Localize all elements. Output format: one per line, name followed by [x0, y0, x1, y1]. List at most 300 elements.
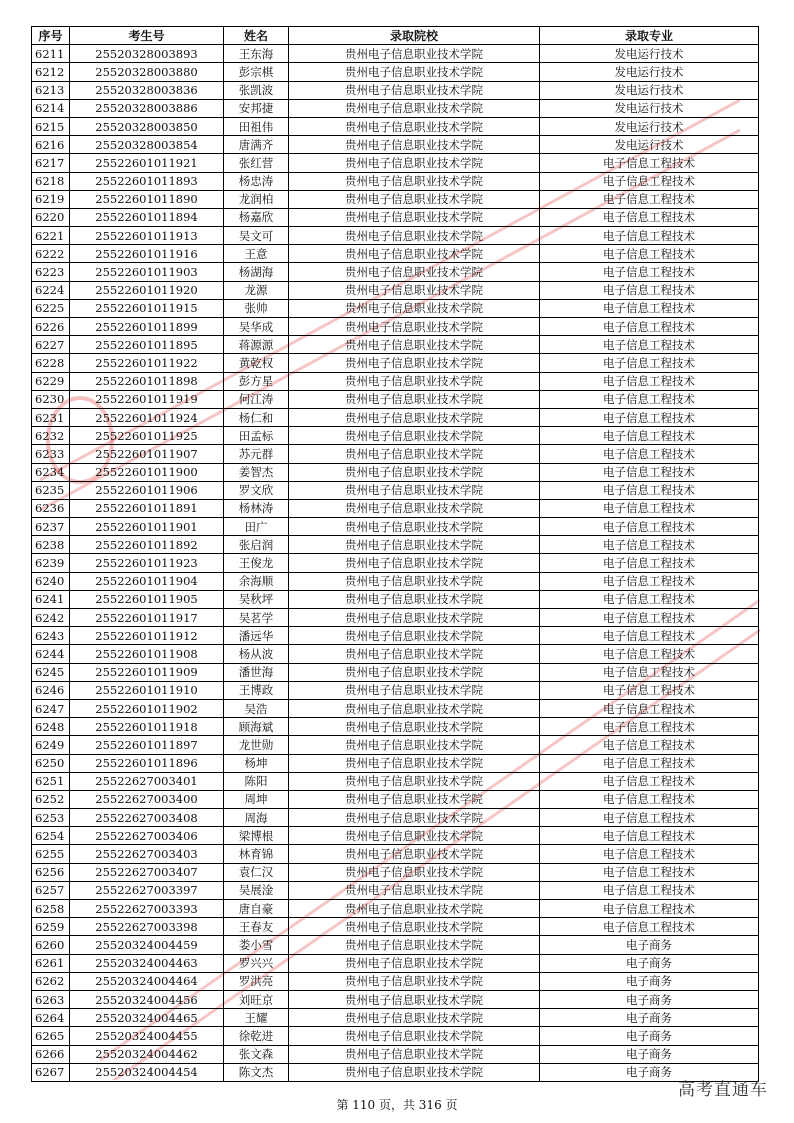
- cell-major: 电子信息工程技术: [540, 809, 759, 827]
- cell-seq: 6243: [32, 627, 70, 645]
- cell-major: 电子信息工程技术: [540, 227, 759, 245]
- cell-seq: 6233: [32, 445, 70, 463]
- cell-seq: 6251: [32, 772, 70, 790]
- cell-name: 吴秋坪: [224, 590, 289, 608]
- cell-name: 周海: [224, 809, 289, 827]
- cell-name: 袁仁汉: [224, 863, 289, 881]
- cell-school: 贵州电子信息职业技术学院: [289, 609, 540, 627]
- cell-major: 电子信息工程技术: [540, 427, 759, 445]
- cell-school: 贵州电子信息职业技术学院: [289, 663, 540, 681]
- cell-exam-id: 25520328003880: [70, 63, 224, 81]
- cell-seq: 6228: [32, 354, 70, 372]
- cell-seq: 6253: [32, 809, 70, 827]
- table-row: [32, 299, 759, 317]
- cell-name: 王春友: [224, 918, 289, 936]
- cell-seq: 6261: [32, 954, 70, 972]
- cell-school: 贵州电子信息职业技术学院: [289, 590, 540, 608]
- cell-school: 贵州电子信息职业技术学院: [289, 918, 540, 936]
- cell-major: 电子信息工程技术: [540, 663, 759, 681]
- cell-school: 贵州电子信息职业技术学院: [289, 208, 540, 226]
- cell-exam-id: 25522601011897: [70, 736, 224, 754]
- cell-name: 何江涛: [224, 390, 289, 408]
- cell-seq: 6264: [32, 1009, 70, 1027]
- cell-exam-id: 25522601011912: [70, 627, 224, 645]
- table-row: [32, 227, 759, 245]
- cell-name: 娄小雪: [224, 936, 289, 954]
- table-body: [32, 45, 759, 1082]
- cell-name: 杨从波: [224, 645, 289, 663]
- cell-name: 吴华成: [224, 318, 289, 336]
- cell-exam-id: 25522601011918: [70, 718, 224, 736]
- cell-school: 贵州电子信息职业技术学院: [289, 718, 540, 736]
- cell-major: 电子商务: [540, 990, 759, 1008]
- table-row: [32, 627, 759, 645]
- cell-name: 田祖伟: [224, 117, 289, 135]
- cell-seq: 6225: [32, 299, 70, 317]
- cell-seq: 6211: [32, 45, 70, 63]
- cell-exam-id: 25522627003401: [70, 772, 224, 790]
- cell-seq: 6219: [32, 190, 70, 208]
- cell-exam-id: 25522601011910: [70, 681, 224, 699]
- cell-major: 电子信息工程技术: [540, 736, 759, 754]
- cell-major: 电子信息工程技术: [540, 827, 759, 845]
- cell-school: 贵州电子信息职业技术学院: [289, 445, 540, 463]
- header-seq: 序号: [32, 27, 70, 45]
- cell-school: 贵州电子信息职业技术学院: [289, 408, 540, 426]
- cell-school: 贵州电子信息职业技术学院: [289, 154, 540, 172]
- cell-name: 唐自豪: [224, 900, 289, 918]
- cell-exam-id: 25522601011892: [70, 536, 224, 554]
- cell-seq: 6221: [32, 227, 70, 245]
- cell-major: 电子信息工程技术: [540, 699, 759, 717]
- table-row: [32, 499, 759, 517]
- cell-exam-id: 25522601011917: [70, 609, 224, 627]
- cell-name: 杨林涛: [224, 499, 289, 517]
- cell-name: 苏元群: [224, 445, 289, 463]
- table-row: [32, 354, 759, 372]
- cell-school: 贵州电子信息职业技术学院: [289, 900, 540, 918]
- cell-seq: 6217: [32, 154, 70, 172]
- cell-name: 张凯波: [224, 81, 289, 99]
- cell-school: 贵州电子信息职业技术学院: [289, 736, 540, 754]
- cell-major: 电子信息工程技术: [540, 281, 759, 299]
- cell-exam-id: 25520324004459: [70, 936, 224, 954]
- table-row: [32, 809, 759, 827]
- cell-name: 张启润: [224, 536, 289, 554]
- table-row: [32, 681, 759, 699]
- cell-name: 吴浩: [224, 699, 289, 717]
- cell-school: 贵州电子信息职业技术学院: [289, 81, 540, 99]
- cell-exam-id: 25522601011902: [70, 699, 224, 717]
- cell-name: 徐乾进: [224, 1027, 289, 1045]
- cell-seq: 6237: [32, 518, 70, 536]
- table-row: [32, 281, 759, 299]
- cell-major: 电子信息工程技术: [540, 845, 759, 863]
- cell-school: 贵州电子信息职业技术学院: [289, 390, 540, 408]
- cell-school: 贵州电子信息职业技术学院: [289, 45, 540, 63]
- table-row: [32, 572, 759, 590]
- cell-school: 贵州电子信息职业技术学院: [289, 536, 540, 554]
- cell-school: 贵州电子信息职业技术学院: [289, 227, 540, 245]
- cell-exam-id: 25522627003408: [70, 809, 224, 827]
- cell-seq: 6227: [32, 336, 70, 354]
- cell-name: 王意: [224, 245, 289, 263]
- cell-school: 贵州电子信息职业技术学院: [289, 936, 540, 954]
- cell-school: 贵州电子信息职业技术学院: [289, 809, 540, 827]
- cell-major: 电子信息工程技术: [540, 172, 759, 190]
- cell-exam-id: 25522627003406: [70, 827, 224, 845]
- cell-name: 张红营: [224, 154, 289, 172]
- cell-seq: 6248: [32, 718, 70, 736]
- cell-name: 蒋源源: [224, 336, 289, 354]
- cell-school: 贵州电子信息职业技术学院: [289, 190, 540, 208]
- table-row: [32, 790, 759, 808]
- cell-school: 贵州电子信息职业技术学院: [289, 336, 540, 354]
- cell-exam-id: 25522601011898: [70, 372, 224, 390]
- cell-major: 发电运行技术: [540, 117, 759, 135]
- cell-major: 电子信息工程技术: [540, 245, 759, 263]
- cell-school: 贵州电子信息职业技术学院: [289, 245, 540, 263]
- cell-school: 贵州电子信息职业技术学院: [289, 499, 540, 517]
- cell-seq: 6255: [32, 845, 70, 863]
- table-header-row: [32, 27, 759, 45]
- cell-major: 电子信息工程技术: [540, 408, 759, 426]
- cell-school: 贵州电子信息职业技术学院: [289, 845, 540, 863]
- table-row: [32, 536, 759, 554]
- table-row: [32, 936, 759, 954]
- cell-exam-id: 25522601011919: [70, 390, 224, 408]
- cell-name: 陈文杰: [224, 1063, 289, 1081]
- cell-seq: 6232: [32, 427, 70, 445]
- cell-seq: 6258: [32, 900, 70, 918]
- cell-exam-id: 25522601011908: [70, 645, 224, 663]
- table-row: [32, 336, 759, 354]
- table-row: [32, 245, 759, 263]
- table-row: [32, 754, 759, 772]
- cell-name: 田广: [224, 518, 289, 536]
- table-row: [32, 645, 759, 663]
- table-row: [32, 772, 759, 790]
- table-row: [32, 554, 759, 572]
- cell-exam-id: 25522601011924: [70, 408, 224, 426]
- cell-major: 电子信息工程技术: [540, 881, 759, 899]
- cell-school: 贵州电子信息职业技术学院: [289, 645, 540, 663]
- cell-major: 电子信息工程技术: [540, 754, 759, 772]
- header-exam-id: 考生号: [70, 27, 224, 45]
- cell-major: 电子信息工程技术: [540, 336, 759, 354]
- cell-name: 罗兴兴: [224, 954, 289, 972]
- cell-school: 贵州电子信息职业技术学院: [289, 772, 540, 790]
- cell-seq: 6235: [32, 481, 70, 499]
- cell-school: 贵州电子信息职业技术学院: [289, 63, 540, 81]
- cell-name: 王东海: [224, 45, 289, 63]
- table-row: [32, 117, 759, 135]
- cell-major: 电子信息工程技术: [540, 154, 759, 172]
- cell-seq: 6216: [32, 136, 70, 154]
- cell-exam-id: 25520324004456: [70, 990, 224, 1008]
- cell-exam-id: 25522601011909: [70, 663, 224, 681]
- cell-major: 电子信息工程技术: [540, 772, 759, 790]
- cell-name: 潘世海: [224, 663, 289, 681]
- table-row: [32, 863, 759, 881]
- cell-seq: 6252: [32, 790, 70, 808]
- cell-exam-id: 25520324004465: [70, 1009, 224, 1027]
- table-row: [32, 518, 759, 536]
- cell-name: 陈阳: [224, 772, 289, 790]
- cell-name: 刘旺京: [224, 990, 289, 1008]
- table-row: [32, 900, 759, 918]
- cell-major: 电子信息工程技术: [540, 554, 759, 572]
- cell-seq: 6242: [32, 609, 70, 627]
- cell-major: 电子信息工程技术: [540, 681, 759, 699]
- cell-major: 电子信息工程技术: [540, 518, 759, 536]
- cell-exam-id: 25520324004463: [70, 954, 224, 972]
- cell-exam-id: 25520324004455: [70, 1027, 224, 1045]
- cell-major: 发电运行技术: [540, 99, 759, 117]
- cell-seq: 6250: [32, 754, 70, 772]
- cell-name: 吴文可: [224, 227, 289, 245]
- cell-exam-id: 25520328003893: [70, 45, 224, 63]
- cell-major: 电子商务: [540, 1009, 759, 1027]
- cell-name: 罗洪亮: [224, 972, 289, 990]
- table-row: [32, 827, 759, 845]
- cell-major: 电子商务: [540, 954, 759, 972]
- cell-name: 林育锦: [224, 845, 289, 863]
- cell-exam-id: 25522627003393: [70, 900, 224, 918]
- cell-seq: 6256: [32, 863, 70, 881]
- table-row: [32, 845, 759, 863]
- cell-name: 杨嘉欣: [224, 208, 289, 226]
- cell-school: 贵州电子信息职业技术学院: [289, 863, 540, 881]
- cell-seq: 6266: [32, 1045, 70, 1063]
- cell-exam-id: 25522601011925: [70, 427, 224, 445]
- cell-school: 贵州电子信息职业技术学院: [289, 990, 540, 1008]
- cell-major: 发电运行技术: [540, 136, 759, 154]
- table-row: [32, 1045, 759, 1063]
- table-row: [32, 881, 759, 899]
- cell-seq: 6265: [32, 1027, 70, 1045]
- cell-exam-id: 25522601011903: [70, 263, 224, 281]
- cell-exam-id: 25522601011895: [70, 336, 224, 354]
- cell-school: 贵州电子信息职业技术学院: [289, 299, 540, 317]
- cell-exam-id: 25522627003403: [70, 845, 224, 863]
- header-school: 录取院校: [289, 27, 540, 45]
- cell-school: 贵州电子信息职业技术学院: [289, 954, 540, 972]
- cell-seq: 6260: [32, 936, 70, 954]
- cell-exam-id: 25520328003886: [70, 99, 224, 117]
- cell-seq: 6263: [32, 990, 70, 1008]
- cell-major: 发电运行技术: [540, 45, 759, 63]
- cell-major: 电子信息工程技术: [540, 536, 759, 554]
- table-row: [32, 172, 759, 190]
- cell-exam-id: 25522601011913: [70, 227, 224, 245]
- cell-seq: 6240: [32, 572, 70, 590]
- cell-seq: 6214: [32, 99, 70, 117]
- cell-name: 杨忠涛: [224, 172, 289, 190]
- cell-exam-id: 25520328003850: [70, 117, 224, 135]
- cell-seq: 6245: [32, 663, 70, 681]
- cell-seq: 6267: [32, 1063, 70, 1081]
- cell-exam-id: 25522627003398: [70, 918, 224, 936]
- cell-exam-id: 25522601011901: [70, 518, 224, 536]
- cell-name: 吴展淦: [224, 881, 289, 899]
- cell-major: 电子信息工程技术: [540, 590, 759, 608]
- cell-exam-id: 25522627003400: [70, 790, 224, 808]
- cell-exam-id: 25520324004464: [70, 972, 224, 990]
- cell-exam-id: 25522601011921: [70, 154, 224, 172]
- cell-school: 贵州电子信息职业技术学院: [289, 281, 540, 299]
- cell-major: 电子信息工程技术: [540, 318, 759, 336]
- table-row: [32, 699, 759, 717]
- cell-school: 贵州电子信息职业技术学院: [289, 518, 540, 536]
- table-row: [32, 154, 759, 172]
- table-row: [32, 990, 759, 1008]
- cell-exam-id: 25522601011899: [70, 318, 224, 336]
- cell-seq: 6254: [32, 827, 70, 845]
- cell-seq: 6234: [32, 463, 70, 481]
- cell-major: 电子信息工程技术: [540, 263, 759, 281]
- table-row: [32, 136, 759, 154]
- cell-name: 姜智杰: [224, 463, 289, 481]
- cell-seq: 6220: [32, 208, 70, 226]
- cell-name: 张帅: [224, 299, 289, 317]
- cell-school: 贵州电子信息职业技术学院: [289, 263, 540, 281]
- brand-logo-text: 高考直通车: [678, 1080, 768, 1100]
- cell-major: 发电运行技术: [540, 63, 759, 81]
- cell-seq: 6215: [32, 117, 70, 135]
- cell-exam-id: 25522601011906: [70, 481, 224, 499]
- cell-school: 贵州电子信息职业技术学院: [289, 354, 540, 372]
- cell-major: 电子信息工程技术: [540, 463, 759, 481]
- cell-school: 贵州电子信息职业技术学院: [289, 1063, 540, 1081]
- cell-name: 杨仁和: [224, 408, 289, 426]
- cell-major: 电子信息工程技术: [540, 190, 759, 208]
- cell-major: 电子信息工程技术: [540, 645, 759, 663]
- table-row: [32, 590, 759, 608]
- cell-seq: 6241: [32, 590, 70, 608]
- cell-major: 电子信息工程技术: [540, 718, 759, 736]
- header-major: 录取专业: [540, 27, 759, 45]
- cell-seq: 6246: [32, 681, 70, 699]
- cell-seq: 6259: [32, 918, 70, 936]
- cell-seq: 6239: [32, 554, 70, 572]
- table-row: [32, 463, 759, 481]
- cell-seq: 6238: [32, 536, 70, 554]
- table-row: [32, 390, 759, 408]
- cell-major: 电子信息工程技术: [540, 354, 759, 372]
- table-row: [32, 208, 759, 226]
- cell-exam-id: 25522601011907: [70, 445, 224, 463]
- cell-exam-id: 25522601011900: [70, 463, 224, 481]
- cell-exam-id: 25520328003836: [70, 81, 224, 99]
- table-row: [32, 663, 759, 681]
- table-row: [32, 918, 759, 936]
- cell-name: 张文森: [224, 1045, 289, 1063]
- cell-exam-id: 25522601011890: [70, 190, 224, 208]
- cell-seq: 6222: [32, 245, 70, 263]
- admission-list-sheet: [31, 26, 759, 1082]
- table-row: [32, 408, 759, 426]
- cell-name: 周坤: [224, 790, 289, 808]
- cell-seq: 6213: [32, 81, 70, 99]
- cell-major: 电子信息工程技术: [540, 372, 759, 390]
- table-row: [32, 263, 759, 281]
- cell-seq: 6230: [32, 390, 70, 408]
- cell-major: 电子信息工程技术: [540, 572, 759, 590]
- cell-seq: 6247: [32, 699, 70, 717]
- table-row: [32, 190, 759, 208]
- cell-exam-id: 25522601011894: [70, 208, 224, 226]
- cell-major: 电子信息工程技术: [540, 627, 759, 645]
- cell-major: 电子商务: [540, 1045, 759, 1063]
- cell-name: 唐满齐: [224, 136, 289, 154]
- cell-major: 电子商务: [540, 1027, 759, 1045]
- table-row: [32, 81, 759, 99]
- table-row: [32, 1009, 759, 1027]
- cell-exam-id: 25520324004462: [70, 1045, 224, 1063]
- cell-major: 电子信息工程技术: [540, 390, 759, 408]
- table-row: [32, 445, 759, 463]
- cell-major: 电子信息工程技术: [540, 481, 759, 499]
- cell-school: 贵州电子信息职业技术学院: [289, 699, 540, 717]
- cell-name: 王博政: [224, 681, 289, 699]
- cell-exam-id: 25522601011916: [70, 245, 224, 263]
- cell-school: 贵州电子信息职业技术学院: [289, 463, 540, 481]
- cell-school: 贵州电子信息职业技术学院: [289, 172, 540, 190]
- page-footer: 第 110 页，共 316 页: [336, 1098, 458, 1112]
- cell-name: 彭宗棋: [224, 63, 289, 81]
- cell-name: 王耀: [224, 1009, 289, 1027]
- table-row: [32, 99, 759, 117]
- cell-name: 彭方星: [224, 372, 289, 390]
- cell-major: 电子信息工程技术: [540, 445, 759, 463]
- cell-school: 贵州电子信息职业技术学院: [289, 136, 540, 154]
- cell-seq: 6212: [32, 63, 70, 81]
- table-row: [32, 372, 759, 390]
- cell-major: 电子信息工程技术: [540, 918, 759, 936]
- cell-major: 电子商务: [540, 972, 759, 990]
- cell-school: 贵州电子信息职业技术学院: [289, 481, 540, 499]
- cell-school: 贵州电子信息职业技术学院: [289, 117, 540, 135]
- cell-exam-id: 25522627003407: [70, 863, 224, 881]
- cell-major: 电子信息工程技术: [540, 790, 759, 808]
- cell-school: 贵州电子信息职业技术学院: [289, 1009, 540, 1027]
- cell-name: 田孟标: [224, 427, 289, 445]
- table-row: [32, 318, 759, 336]
- cell-exam-id: 25522601011922: [70, 354, 224, 372]
- cell-school: 贵州电子信息职业技术学院: [289, 99, 540, 117]
- cell-seq: 6229: [32, 372, 70, 390]
- cell-school: 贵州电子信息职业技术学院: [289, 972, 540, 990]
- cell-exam-id: 25522601011893: [70, 172, 224, 190]
- cell-major: 电子商务: [540, 936, 759, 954]
- table-row: [32, 1063, 759, 1081]
- cell-school: 贵州电子信息职业技术学院: [289, 372, 540, 390]
- cell-name: 龙世勋: [224, 736, 289, 754]
- cell-exam-id: 25522601011920: [70, 281, 224, 299]
- cell-seq: 6231: [32, 408, 70, 426]
- cell-major: 电子信息工程技术: [540, 299, 759, 317]
- cell-school: 贵州电子信息职业技术学院: [289, 1045, 540, 1063]
- cell-name: 梁博根: [224, 827, 289, 845]
- cell-name: 余海顺: [224, 572, 289, 590]
- cell-exam-id: 25522601011923: [70, 554, 224, 572]
- table-row: [32, 45, 759, 63]
- cell-seq: 6244: [32, 645, 70, 663]
- cell-school: 贵州电子信息职业技术学院: [289, 572, 540, 590]
- cell-exam-id: 25522627003397: [70, 881, 224, 899]
- cell-name: 杨湖海: [224, 263, 289, 281]
